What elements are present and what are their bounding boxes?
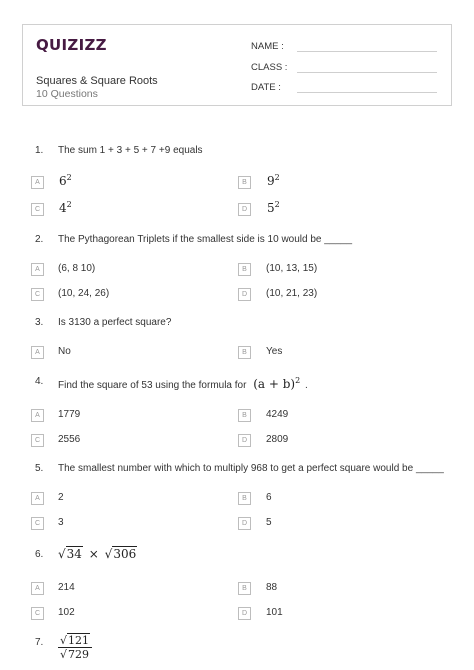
option-value: 6: [266, 492, 272, 503]
option-letter-box: D: [238, 517, 251, 530]
date-field[interactable]: [251, 82, 281, 93]
option-letter-box: B: [238, 176, 251, 189]
option-value: 2809: [266, 434, 289, 445]
option-letter-box: B: [238, 346, 251, 359]
class-line: [297, 72, 437, 73]
option-value: (10, 13, 15): [266, 263, 318, 274]
option-letter-box: C: [31, 203, 44, 216]
worksheet-subtitle: 10 Questions: [36, 88, 98, 100]
option-value: No: [58, 346, 71, 357]
option-letter-box: A: [31, 176, 44, 189]
option-value: 1779: [58, 409, 81, 420]
option-value: 88: [266, 582, 278, 593]
question-text: The smallest number with which to multiply 968 to get a perfect square would be _____: [58, 463, 444, 474]
question-number: 6.: [35, 549, 44, 560]
question-number: 3.: [35, 317, 44, 328]
option-letter-box: A: [31, 409, 44, 422]
question-text: The Pythagorean Triplets if the smallest side is 10 would be _____: [58, 234, 353, 245]
option-letter-box: B: [238, 263, 251, 276]
option-value: 4249: [266, 409, 289, 420]
name-label: NAME :: [251, 41, 284, 52]
option-letter-box: C: [31, 517, 44, 530]
option-value: 3: [58, 517, 64, 528]
option-value: 2556: [58, 434, 81, 445]
option-letter-box: C: [31, 607, 44, 620]
option-letter-box: D: [238, 434, 251, 447]
option-letter-box: A: [31, 492, 44, 505]
name-field[interactable]: [251, 41, 284, 52]
option-value: (10, 21, 23): [266, 288, 318, 299]
question-number: 4.: [35, 376, 44, 387]
option-value: 101: [266, 607, 283, 618]
option-letter-box: A: [31, 582, 44, 595]
question-expression: [58, 634, 92, 661]
option-letter-box: C: [31, 288, 44, 301]
class-field[interactable]: [251, 62, 287, 73]
option-letter-box: B: [238, 582, 251, 595]
square-root: √306: [104, 547, 137, 561]
date-label: DATE :: [251, 82, 281, 93]
option-letter-box: B: [238, 409, 251, 422]
option-value: Yes: [266, 346, 283, 357]
option-letter-box: D: [238, 203, 251, 216]
option-value: $9^2$: [267, 173, 280, 188]
option-value: (6, 8 10): [58, 263, 96, 274]
worksheet-header: [22, 24, 452, 106]
option-value: 102: [58, 607, 75, 618]
option-letter-box: C: [31, 434, 44, 447]
name-line: [297, 51, 437, 52]
option-value: 214: [58, 582, 75, 593]
option-letter-box: A: [31, 346, 44, 359]
worksheet-title: Squares & Square Roots: [36, 75, 158, 87]
question-number: 5.: [35, 463, 44, 474]
option-value: $4^2$: [59, 200, 72, 215]
quizizz-logo: QUIZIZZ: [36, 36, 107, 54]
date-line: [297, 92, 437, 93]
option-letter-box: B: [238, 492, 251, 505]
question-number: 2.: [35, 234, 44, 245]
option-value: $6^2$: [59, 173, 72, 188]
option-value: 2: [58, 492, 64, 503]
option-letter-box: D: [238, 288, 251, 301]
square-root: √34: [58, 547, 82, 561]
option-value: (10, 24, 26): [58, 288, 110, 299]
option-letter-box: A: [31, 263, 44, 276]
question-text: Is 3130 a perfect square?: [58, 317, 172, 328]
class-label: CLASS :: [251, 62, 288, 73]
fraction: $\frac{√121}{√729}$: [58, 634, 92, 661]
question-number: 1.: [35, 145, 44, 156]
question-text: Find the square of 53 using the formula for $(a + b)^2$ .: [58, 376, 308, 391]
option-letter-box: D: [238, 607, 251, 620]
option-value: $5^2$: [267, 200, 280, 215]
question-text: The sum 1 + 3 + 5 + 7 +9 equals: [58, 145, 203, 156]
option-value: 5: [266, 517, 272, 528]
question-expression: √34 × √306: [58, 547, 137, 561]
question-number: 7.: [35, 637, 44, 648]
